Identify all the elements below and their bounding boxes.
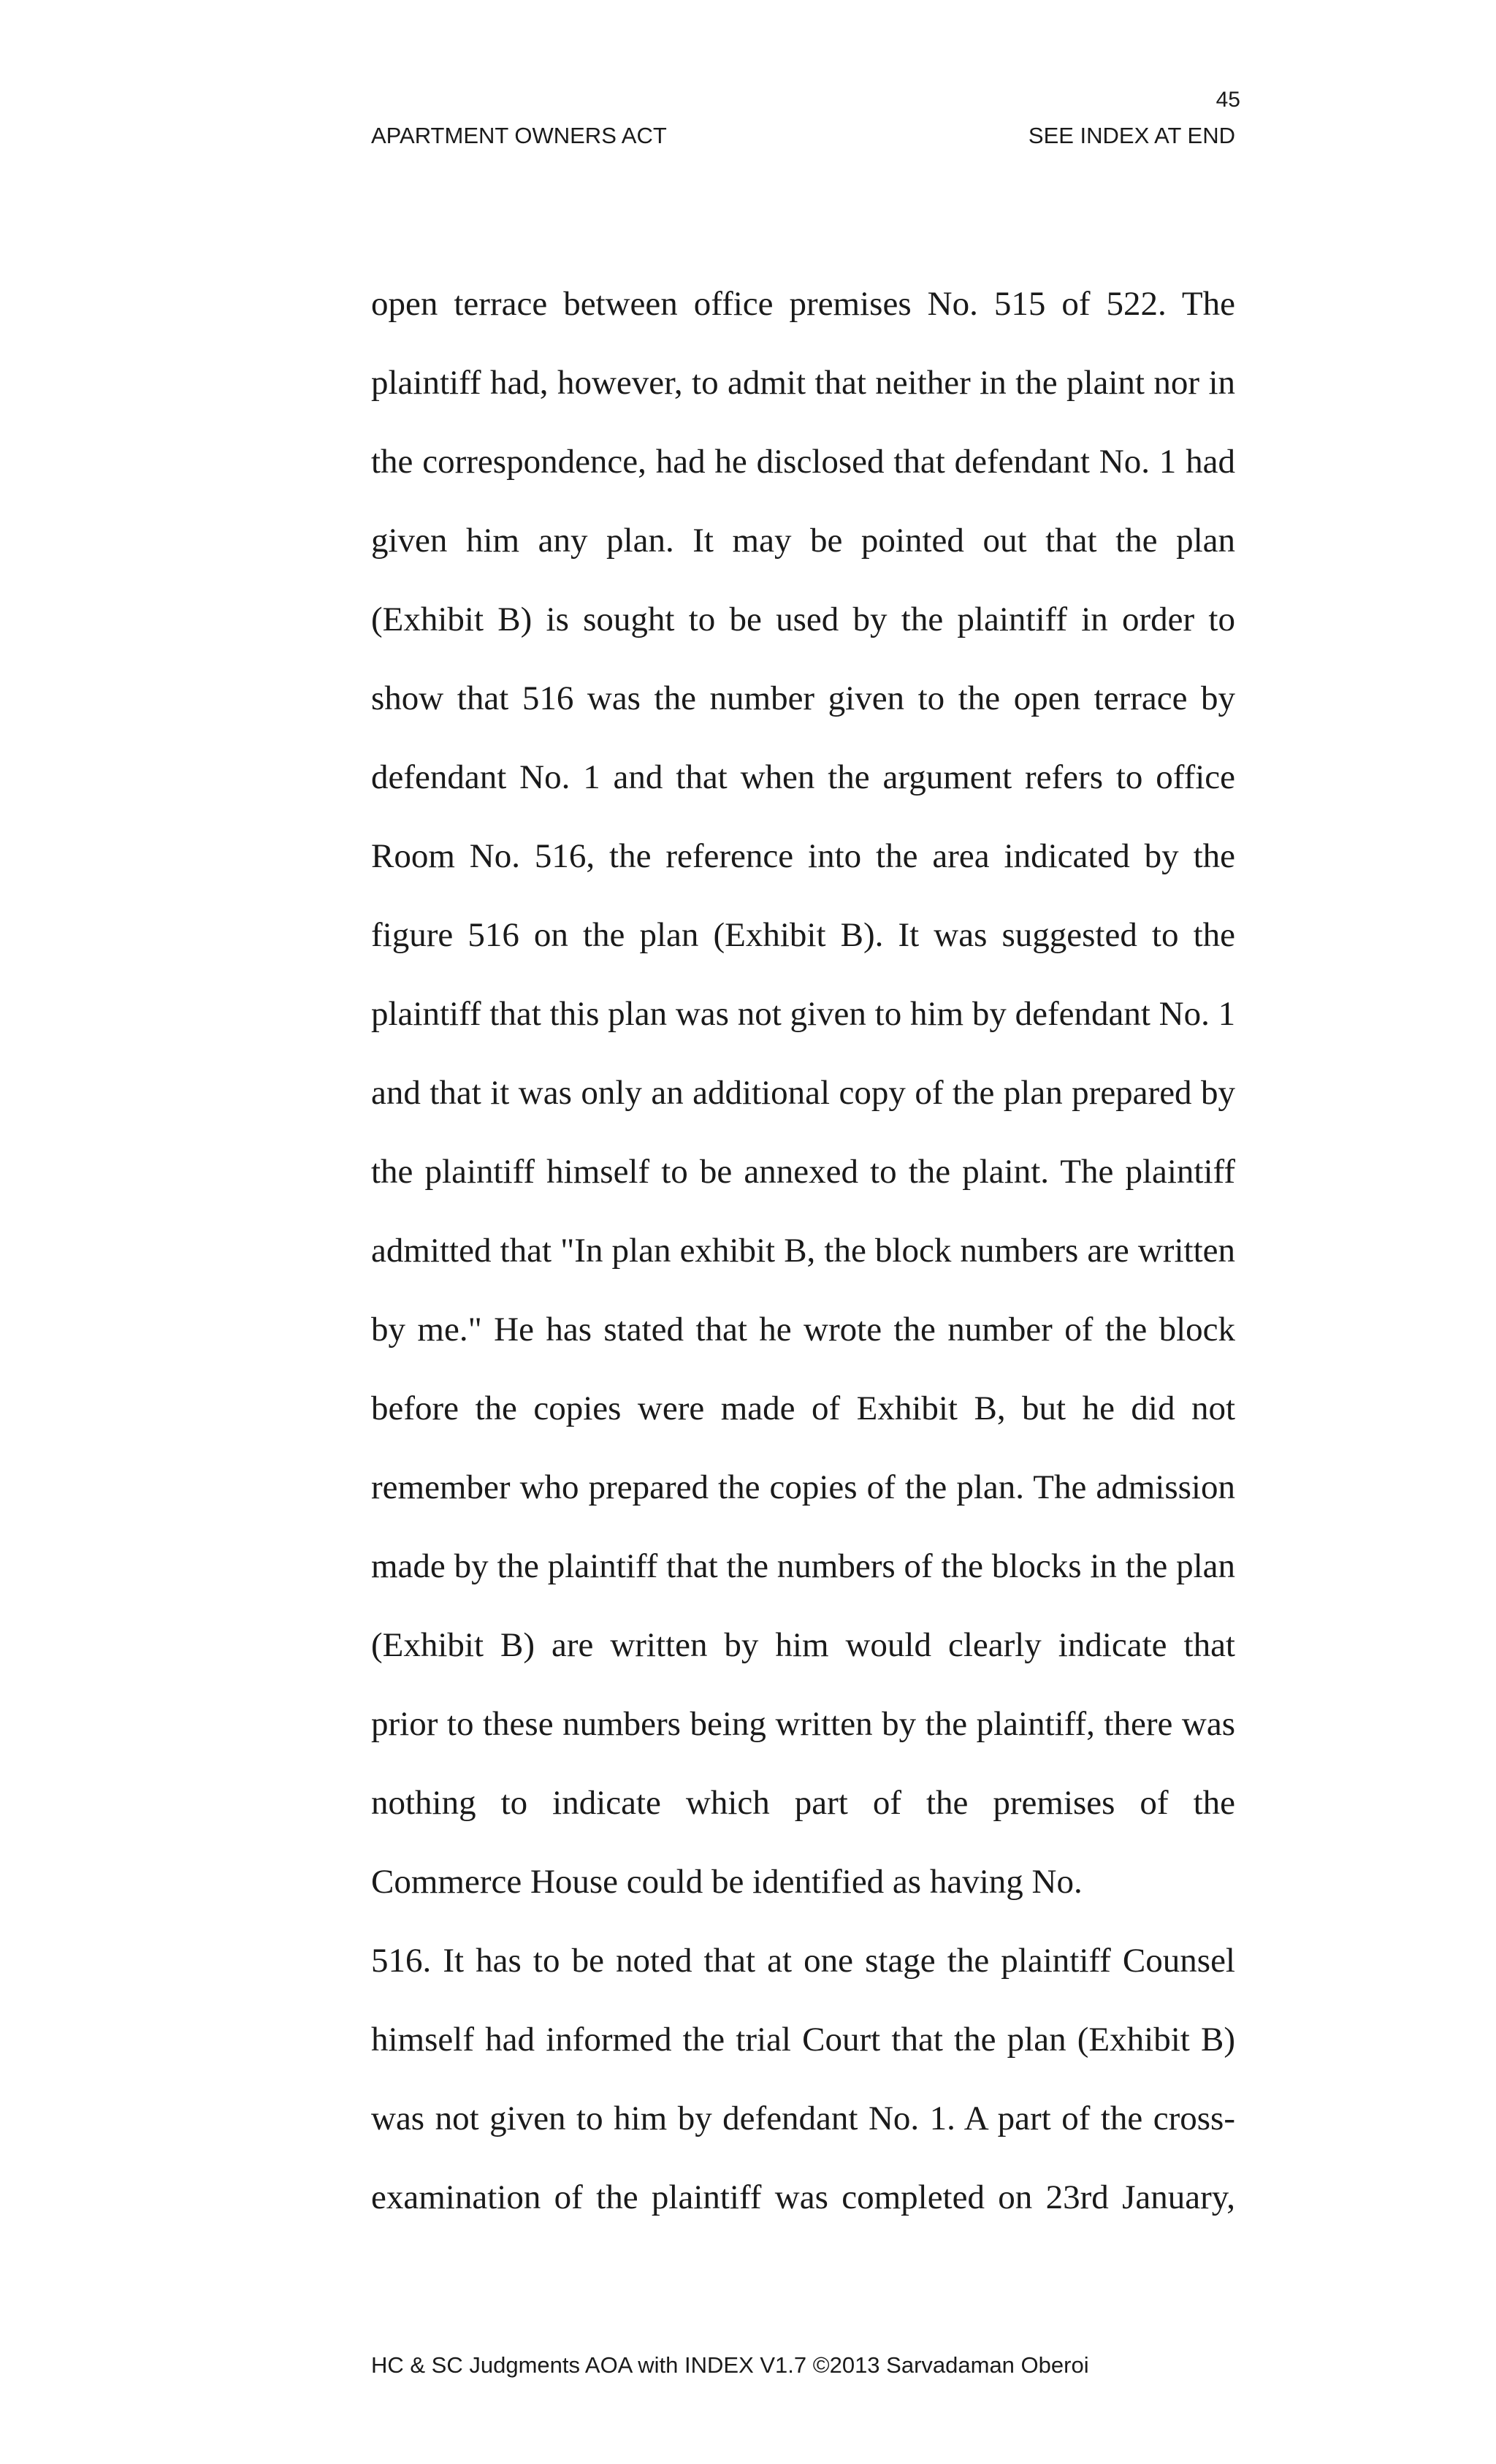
body-line: 516. It has to be noted that at one stage the plaintiff Counsel	[371, 1942, 1235, 1980]
body-line: show that 516 was the number given to the open terrace by	[371, 679, 1235, 717]
body-line: made by the plaintiff that the numbers of the blocks in the plan	[371, 1547, 1235, 1585]
body-line: the correspondence, had he disclosed that defendant No. 1 had	[371, 443, 1235, 481]
body-line: by me." He has stated that he wrote the number of the block	[371, 1311, 1235, 1349]
body-line: plaintiff that this plan was not given to him by defendant No. 1	[371, 995, 1236, 1033]
body-line: Commerce House could be identified as having No.	[371, 1863, 1083, 1901]
body-line: before the copies were made of Exhibit B, but he did not	[371, 1389, 1235, 1427]
body-line: defendant No. 1 and that when the argument refers to office	[371, 758, 1235, 796]
body-line: and that it was only an additional copy of the plan prepared by	[371, 1074, 1235, 1112]
body-line: admitted that "In plan exhibit B, the block numbers are written	[371, 1232, 1235, 1270]
body-line: given him any plan. It may be pointed out that the plan	[371, 522, 1235, 560]
page-number: 45	[1216, 88, 1240, 112]
body-line: nothing to indicate which part of the premises of the	[371, 1784, 1235, 1822]
body-line: the plaintiff himself to be annexed to the plaint. The plaintiff	[371, 1153, 1235, 1191]
body-line: prior to these numbers being written by the plaintiff, there was	[371, 1705, 1235, 1743]
header-right-note: SEE INDEX AT END	[1028, 123, 1235, 148]
body-line: plaintiff had, however, to admit that neither in the plaint nor in	[371, 364, 1235, 402]
body-line: figure 516 on the plan (Exhibit B). It was suggested to the	[371, 916, 1235, 954]
body-line: open terrace between office premises No. 515 of 522. The	[371, 285, 1235, 323]
body-line: (Exhibit B) is sought to be used by the plaintiff in order to	[371, 600, 1235, 638]
body-line: Room No. 516, the reference into the area indicated by the	[371, 837, 1235, 875]
running-header	[371, 124, 1235, 147]
body-line: was not given to him by defendant No. 1. A part of the cross-	[371, 2099, 1235, 2137]
body-line: himself had informed the trial Court that the plan (Exhibit B)	[371, 2021, 1235, 2059]
body-line: (Exhibit B) are written by him would clearly indicate that	[371, 1626, 1235, 1664]
body-line: examination of the plaintiff was completed on 23rd January,	[371, 2178, 1235, 2216]
page-footer: HC & SC Judgments AOA with INDEX V1.7 ©2013 Sarvadaman Oberoi	[371, 2352, 1089, 2378]
header-left-title: APARTMENT OWNERS ACT	[371, 123, 667, 148]
judgment-body-text	[371, 264, 1235, 2237]
body-line: remember who prepared the copies of the plan. The admission	[371, 1468, 1235, 1506]
